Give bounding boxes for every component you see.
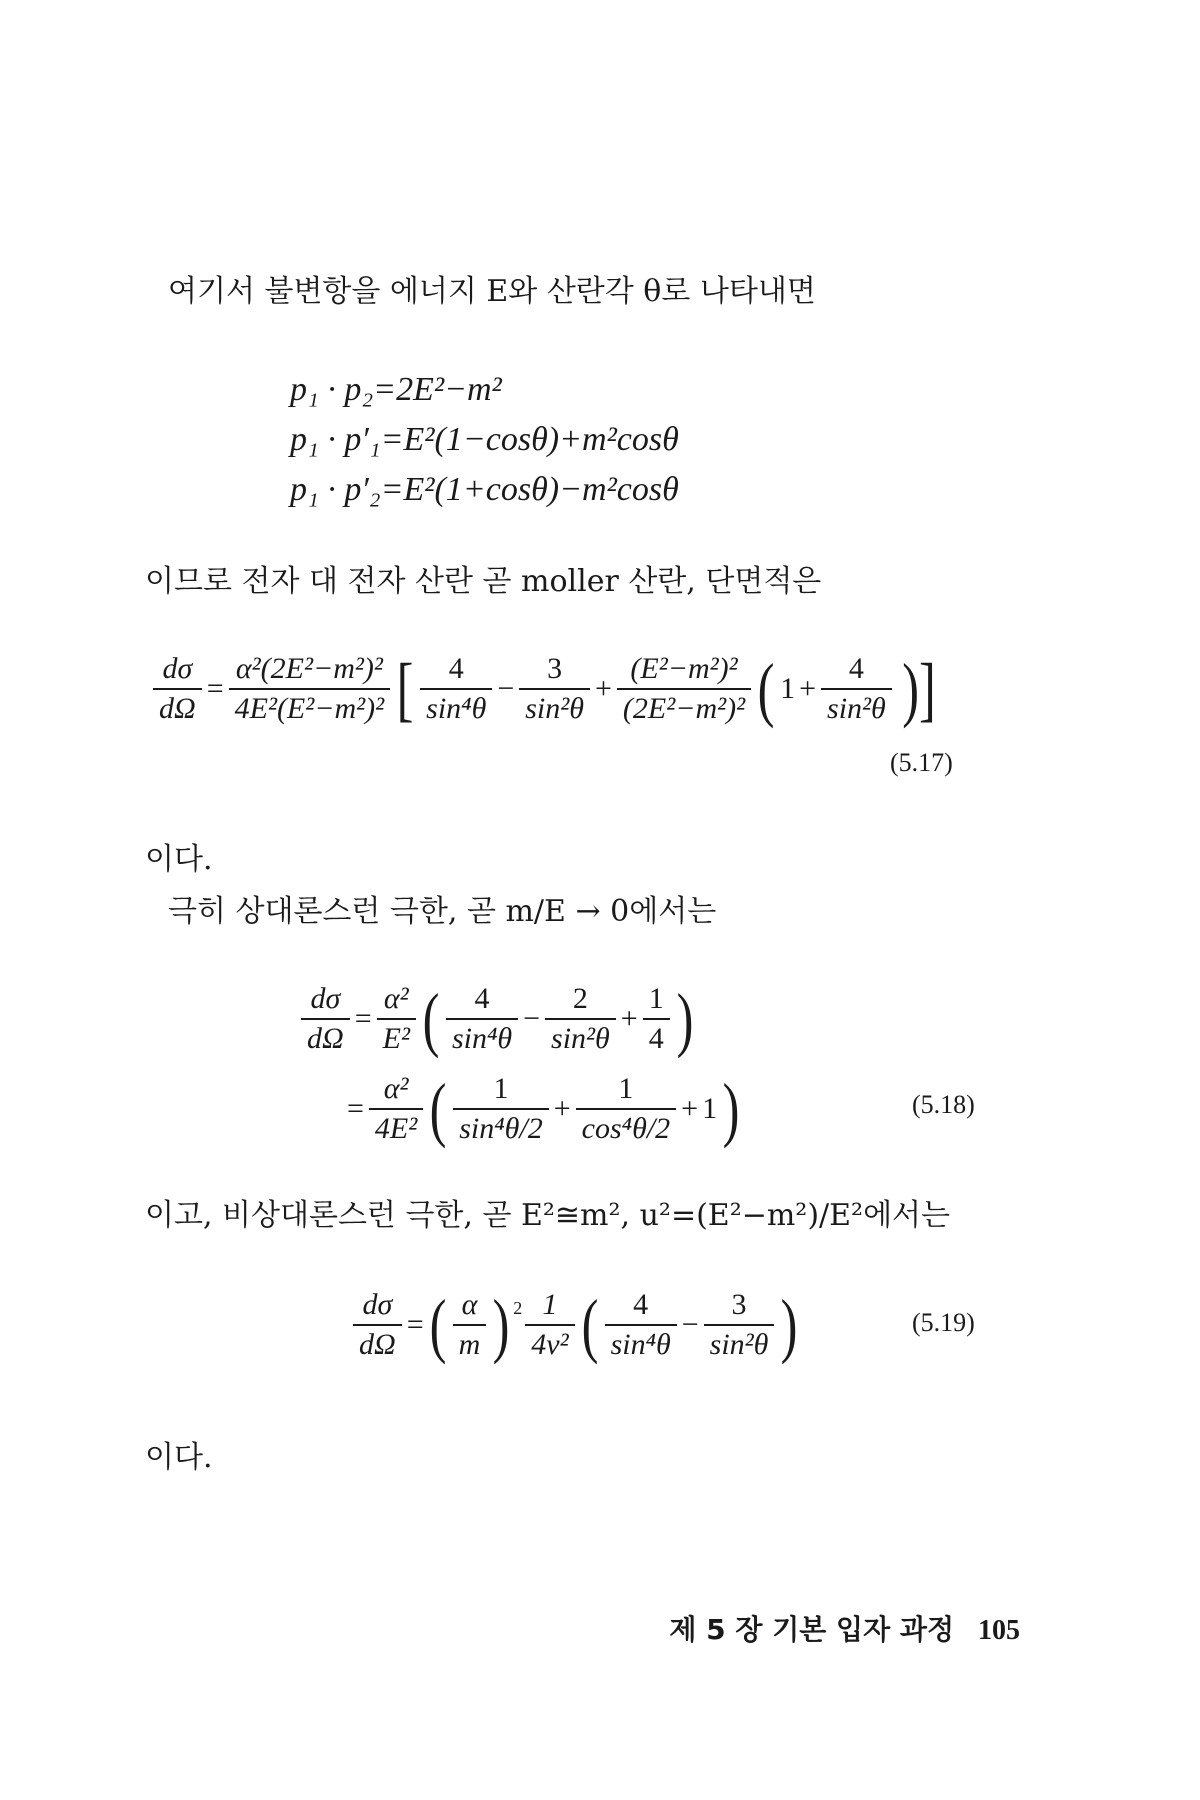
term-e-fraction: $\frac{1}{\text{cos⁴θ/2}}$ [576,1070,677,1148]
equation-number-5-17: (5.17) [890,748,953,777]
equation-5-18-line-1: $\frac{d\sigma}{d\Omega}$ = $\frac{\text{α²}}{\text{E²}}$ ( $\frac{4}{\text{sin⁴θ}}$ − $\frac{2}{\text{sin²θ}}$ + $\frac{1}{4}$ ) [298,980,697,1058]
term-b-fraction: $\frac{2}{\text{sin²θ}}$ [545,980,616,1058]
alpha-over-m-fraction: $\frac{\alpha}{m}$ [453,1286,487,1364]
invariant-equation-2: p₁ · p′₁=E²(1−cosθ)+m²cosθ [290,421,679,458]
equation-number-5-18: (5.18) [912,1090,975,1119]
equation-number-5-19: (5.19) [912,1308,975,1337]
paragraph-nonrelativistic-limit: 이고, 비상대론스런 극한, 곧 E²≅m², u²=(E²−m²)/E²에서는 [145,1198,951,1233]
invariant-equation-3: p₁ · p′₂=E²(1+cosθ)−m²cosθ [290,471,679,508]
paragraph-moller: 이므로 전자 대 전자 산란 곧 moller 산란, 단면적은 [145,564,822,599]
invariant-equation-1: p₁ · p₂=2E²−m² [290,371,502,408]
term-i-fraction: $\frac{3}{\text{sin²θ}}$ [704,1286,775,1364]
prefactor-fraction: $\frac{\text{α²}}{\text{4E²}}$ [369,1070,423,1148]
term-3-fraction: $\frac{\text{(E²−m²)²}}{\text{(2E²−m²)²}}$ [617,650,751,728]
page-footer [669,1608,1020,1648]
equation-5-17: $\frac{d\sigma}{d\Omega}$ = $\frac{\text{α²(2E²−m²)²}}{\text{4E²(E²−m²)²}}$ [ $\frac{4}{\text{sin⁴θ}}$ − $\frac{3}{\text{sin²θ}}$ + $\frac{\text{(E²−m²)²}}{\text{(2E²−m²)²}}$ ( 1 + $\frac{4}{\text{sin²θ}}$ )] [150,650,943,728]
term-g-fraction: $\frac{1}{\text{4v²}}$ [525,1286,574,1364]
term-d-fraction: $\frac{1}{\text{sin⁴θ/2}}$ [453,1070,549,1148]
equation-5-18-line-2: = $\frac{\text{α²}}{\text{4E²}}$ ( $\frac{1}{\text{sin⁴θ/2}}$ + $\frac{1}{\text{cos⁴θ/2}}$ + 1) [347,1069,740,1149]
term-2-fraction: $\frac{3}{\text{sin²θ}}$ [519,650,590,728]
term-4-fraction: $\frac{4}{\text{sin²θ}}$ [821,650,892,728]
term-1-fraction: $\frac{4}{\text{sin⁴θ}}$ [420,650,492,728]
equation-5-19: $\frac{d\sigma}{d\Omega}$ =( $\frac{\alpha}{m}$ ) $^2$ $\frac{1}{\text{4v²}}$ ( $\frac{4}{\text{sin⁴θ}}$ − $\frac{3}{\text{sin²θ}}$ ) [350,1286,801,1364]
paragraph-relativistic-limit: 극히 상대론스런 극한, 곧 m/E → 0에서는 [168,894,717,929]
lhs-fraction: $\frac{d\sigma}{d\Omega}$ [153,650,202,728]
lhs-fraction: $\frac{d\sigma}{d\Omega}$ [353,1286,402,1364]
paragraph-ida-1: 이다. [145,842,213,877]
chapter-title: 제 5 장 기본 입자 과정 [669,1613,954,1646]
term-c-fraction: $\frac{1}{4}$ [643,980,670,1058]
prefactor-fraction: $\frac{\text{α²(2E²−m²)²}}{\text{4E²(E²−m²)²}}$ [229,650,391,728]
paragraph-ida-2: 이다. [145,1440,213,1475]
lhs-fraction: $\frac{d\sigma}{d\Omega}$ [301,980,350,1058]
exponent: 2 [513,1298,523,1318]
page-number: 105 [978,1615,1020,1646]
prefactor-fraction: $\frac{\text{α²}}{\text{E²}}$ [377,980,416,1058]
paragraph-intro: 여기서 불변항을 에너지 E와 산란각 θ로 나타내면 [168,274,816,309]
term-a-fraction: $\frac{4}{\text{sin⁴θ}}$ [446,980,518,1058]
term-h-fraction: $\frac{4}{\text{sin⁴θ}}$ [605,1286,677,1364]
